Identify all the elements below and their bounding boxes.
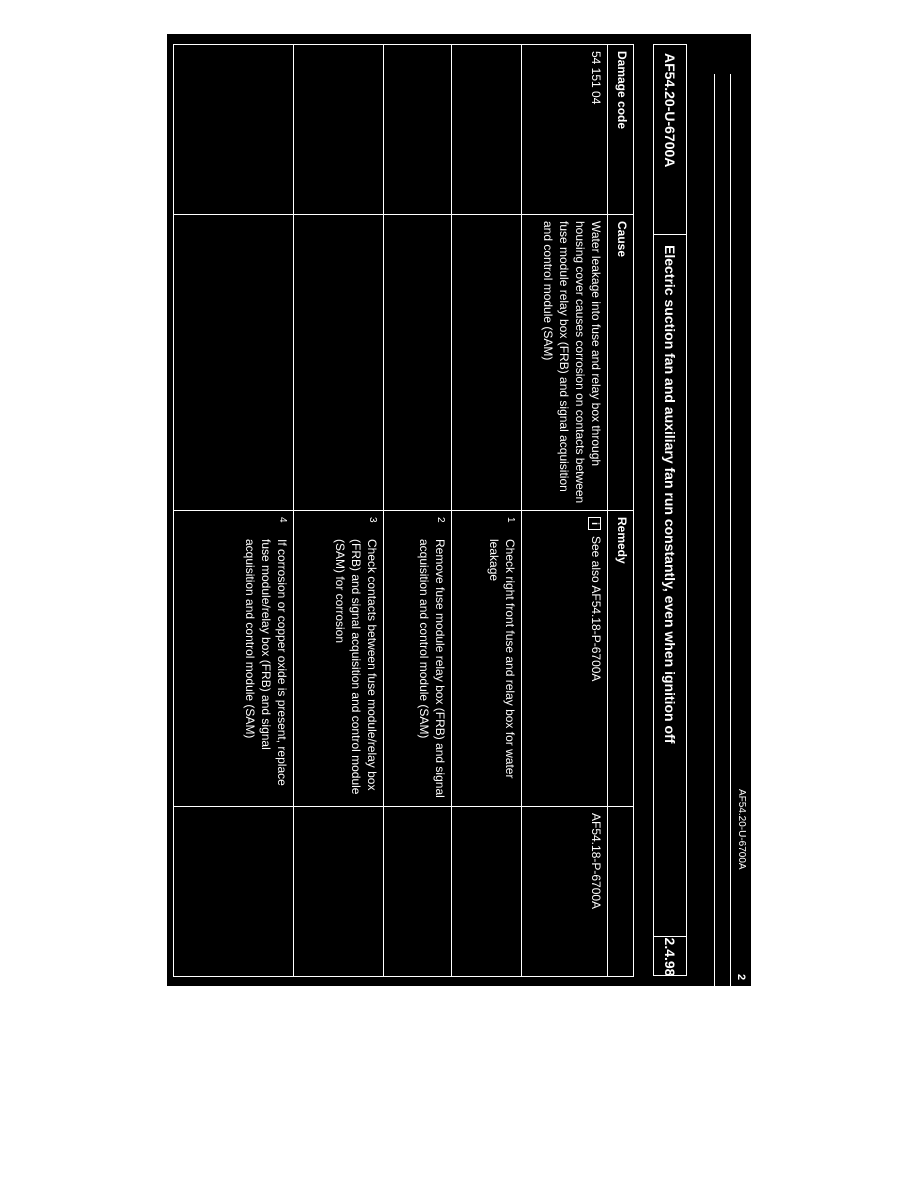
table-row xyxy=(384,45,452,977)
table-row xyxy=(174,45,294,977)
info-icon: i xyxy=(588,517,601,530)
header-rule xyxy=(730,74,731,986)
step-text: Check right front fuse and relay box for water leakage xyxy=(487,539,517,779)
remedy-cell xyxy=(522,511,608,807)
col-header-damage-code: Damage code xyxy=(608,45,634,215)
step-number: 1 xyxy=(505,517,516,523)
reference-cell: AF54.18-P-6700A xyxy=(522,807,608,977)
remedy-step xyxy=(294,511,384,807)
step-text: Check contacts between fuse module/relay box (FRB) and signal acquisition and control module (SAM) for corrosion xyxy=(333,539,379,795)
title-box xyxy=(653,44,687,976)
table-row xyxy=(452,45,522,977)
cause-cell: Water leakage into fuse and relay box through housing cover causes corrosion on contacts between fuse module relay box (FRB) and signal acquisition and control module (SAM) xyxy=(522,215,608,511)
remedy-step xyxy=(384,511,452,807)
scanned-page xyxy=(167,34,751,986)
doc-title: Electric suction fan and auxiliary fan run constantly, even when ignition off xyxy=(654,235,686,937)
page-number: 2 xyxy=(735,974,747,981)
step-number: 4 xyxy=(277,517,288,523)
damage-table xyxy=(173,44,634,977)
table-row xyxy=(522,45,608,977)
header-doc-code: AF54.20-U-6700A xyxy=(736,789,747,870)
remedy-step xyxy=(452,511,522,807)
table-header-row xyxy=(608,45,634,977)
remedy-step xyxy=(174,511,294,807)
doc-date: 2.4.98 xyxy=(662,937,678,977)
step-number: 2 xyxy=(435,517,446,523)
col-header-reference xyxy=(608,807,634,977)
step-text: If corrosion or copper oxide is present, replace fuse module/relay box (FRB) and signal acquisition and control module (SAM) xyxy=(243,539,289,786)
step-text: Remove fuse module relay box (FRB) and signal acquisition and control module (SAM) xyxy=(417,539,447,798)
header-rule-2 xyxy=(714,74,715,986)
col-header-remedy: Remedy xyxy=(608,511,634,807)
see-also-text: See also AF54.18-P-6700A xyxy=(589,536,603,682)
doc-code: AF54.20-U-6700A xyxy=(654,45,686,235)
col-header-cause: Cause xyxy=(608,215,634,511)
damage-code-cell: 54 151 04 xyxy=(522,45,608,215)
rotated-content xyxy=(167,34,751,986)
step-number: 3 xyxy=(367,517,378,523)
table-row xyxy=(294,45,384,977)
